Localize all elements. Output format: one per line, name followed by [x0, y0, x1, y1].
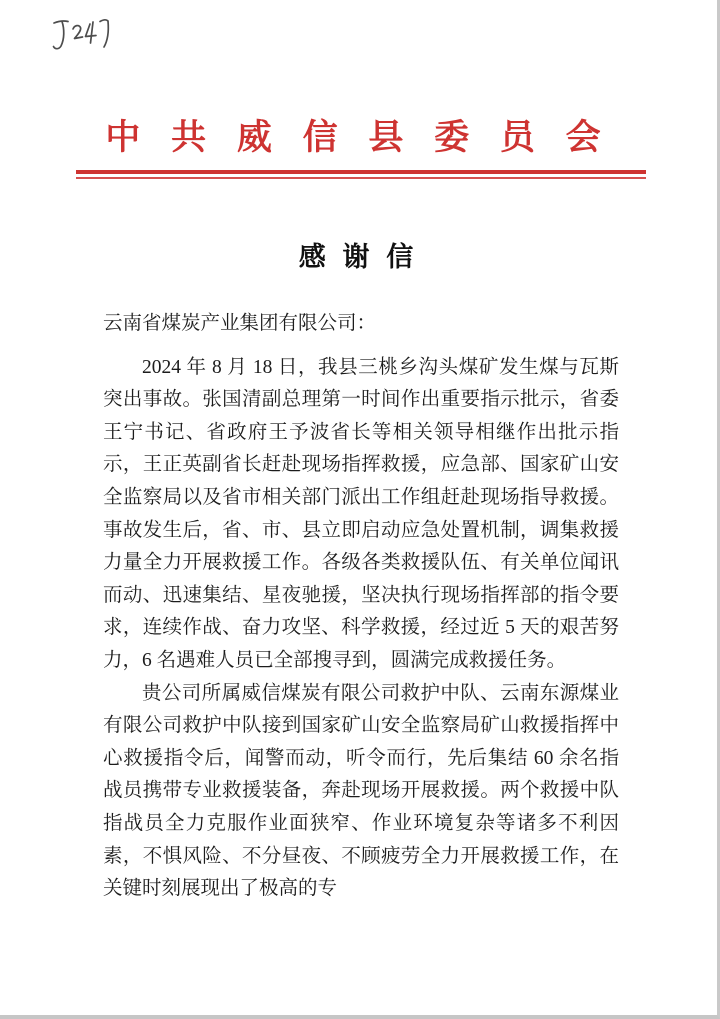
- letterhead-title: 中 共 威 信 县 委 员 会: [105, 118, 612, 157]
- paragraph-2: 贵公司所属威信煤炭有限公司救护中队、云南东源煤业有限公司救护中队接到国家矿山安全监察局矿山救援指挥中心救援指令后，闻警而动，听令而行，先后集结 60 余名指战员携带专业救援装备，奔赴现场开展救援。两个救援中队指战员全力克服作业面狭窄、作业环境复杂等诸多不利因素，不惧风险、不分昼夜、不顾疲劳全力开展救援工作，在关键时刻展现出了极高的专: [103, 682, 619, 900]
- letterhead-rule: [76, 170, 646, 179]
- paragraph-1: 2024 年 8 月 18 日，我县三桃乡沟头煤矿发生煤与瓦斯突出事故。张国清副总理第一时间作出重要指示批示，省委王宁书记、省政府王予波省长等相关领导相继作出批示指示，王正英副省长赶赴现场指挥救援，应急部、国家矿山安全监察局以及省市相关部门派出工作组赶赴现场指导救援。事故发生后，省、市、县立即启动应急处置机制，调集救援力量全力开展救援工作。各级各类救援队伍、有关单位闻讯而动、迅速集结、星夜驰援，坚决执行现场指挥部的指令要求，连续作战、奋力攻坚、科学救援，经过近 5 天的艰苦努力，6 名遇难人员已全部搜寻到，圆满完成救援任务。: [103, 356, 619, 671]
- salutation: 云南省煤炭产业集团有限公司：: [103, 313, 377, 334]
- document-title: 感 谢 信: [298, 242, 419, 272]
- letter-body: [103, 308, 619, 906]
- handwritten-mark: [40, 12, 112, 64]
- letterhead-rule-thin: [76, 177, 646, 179]
